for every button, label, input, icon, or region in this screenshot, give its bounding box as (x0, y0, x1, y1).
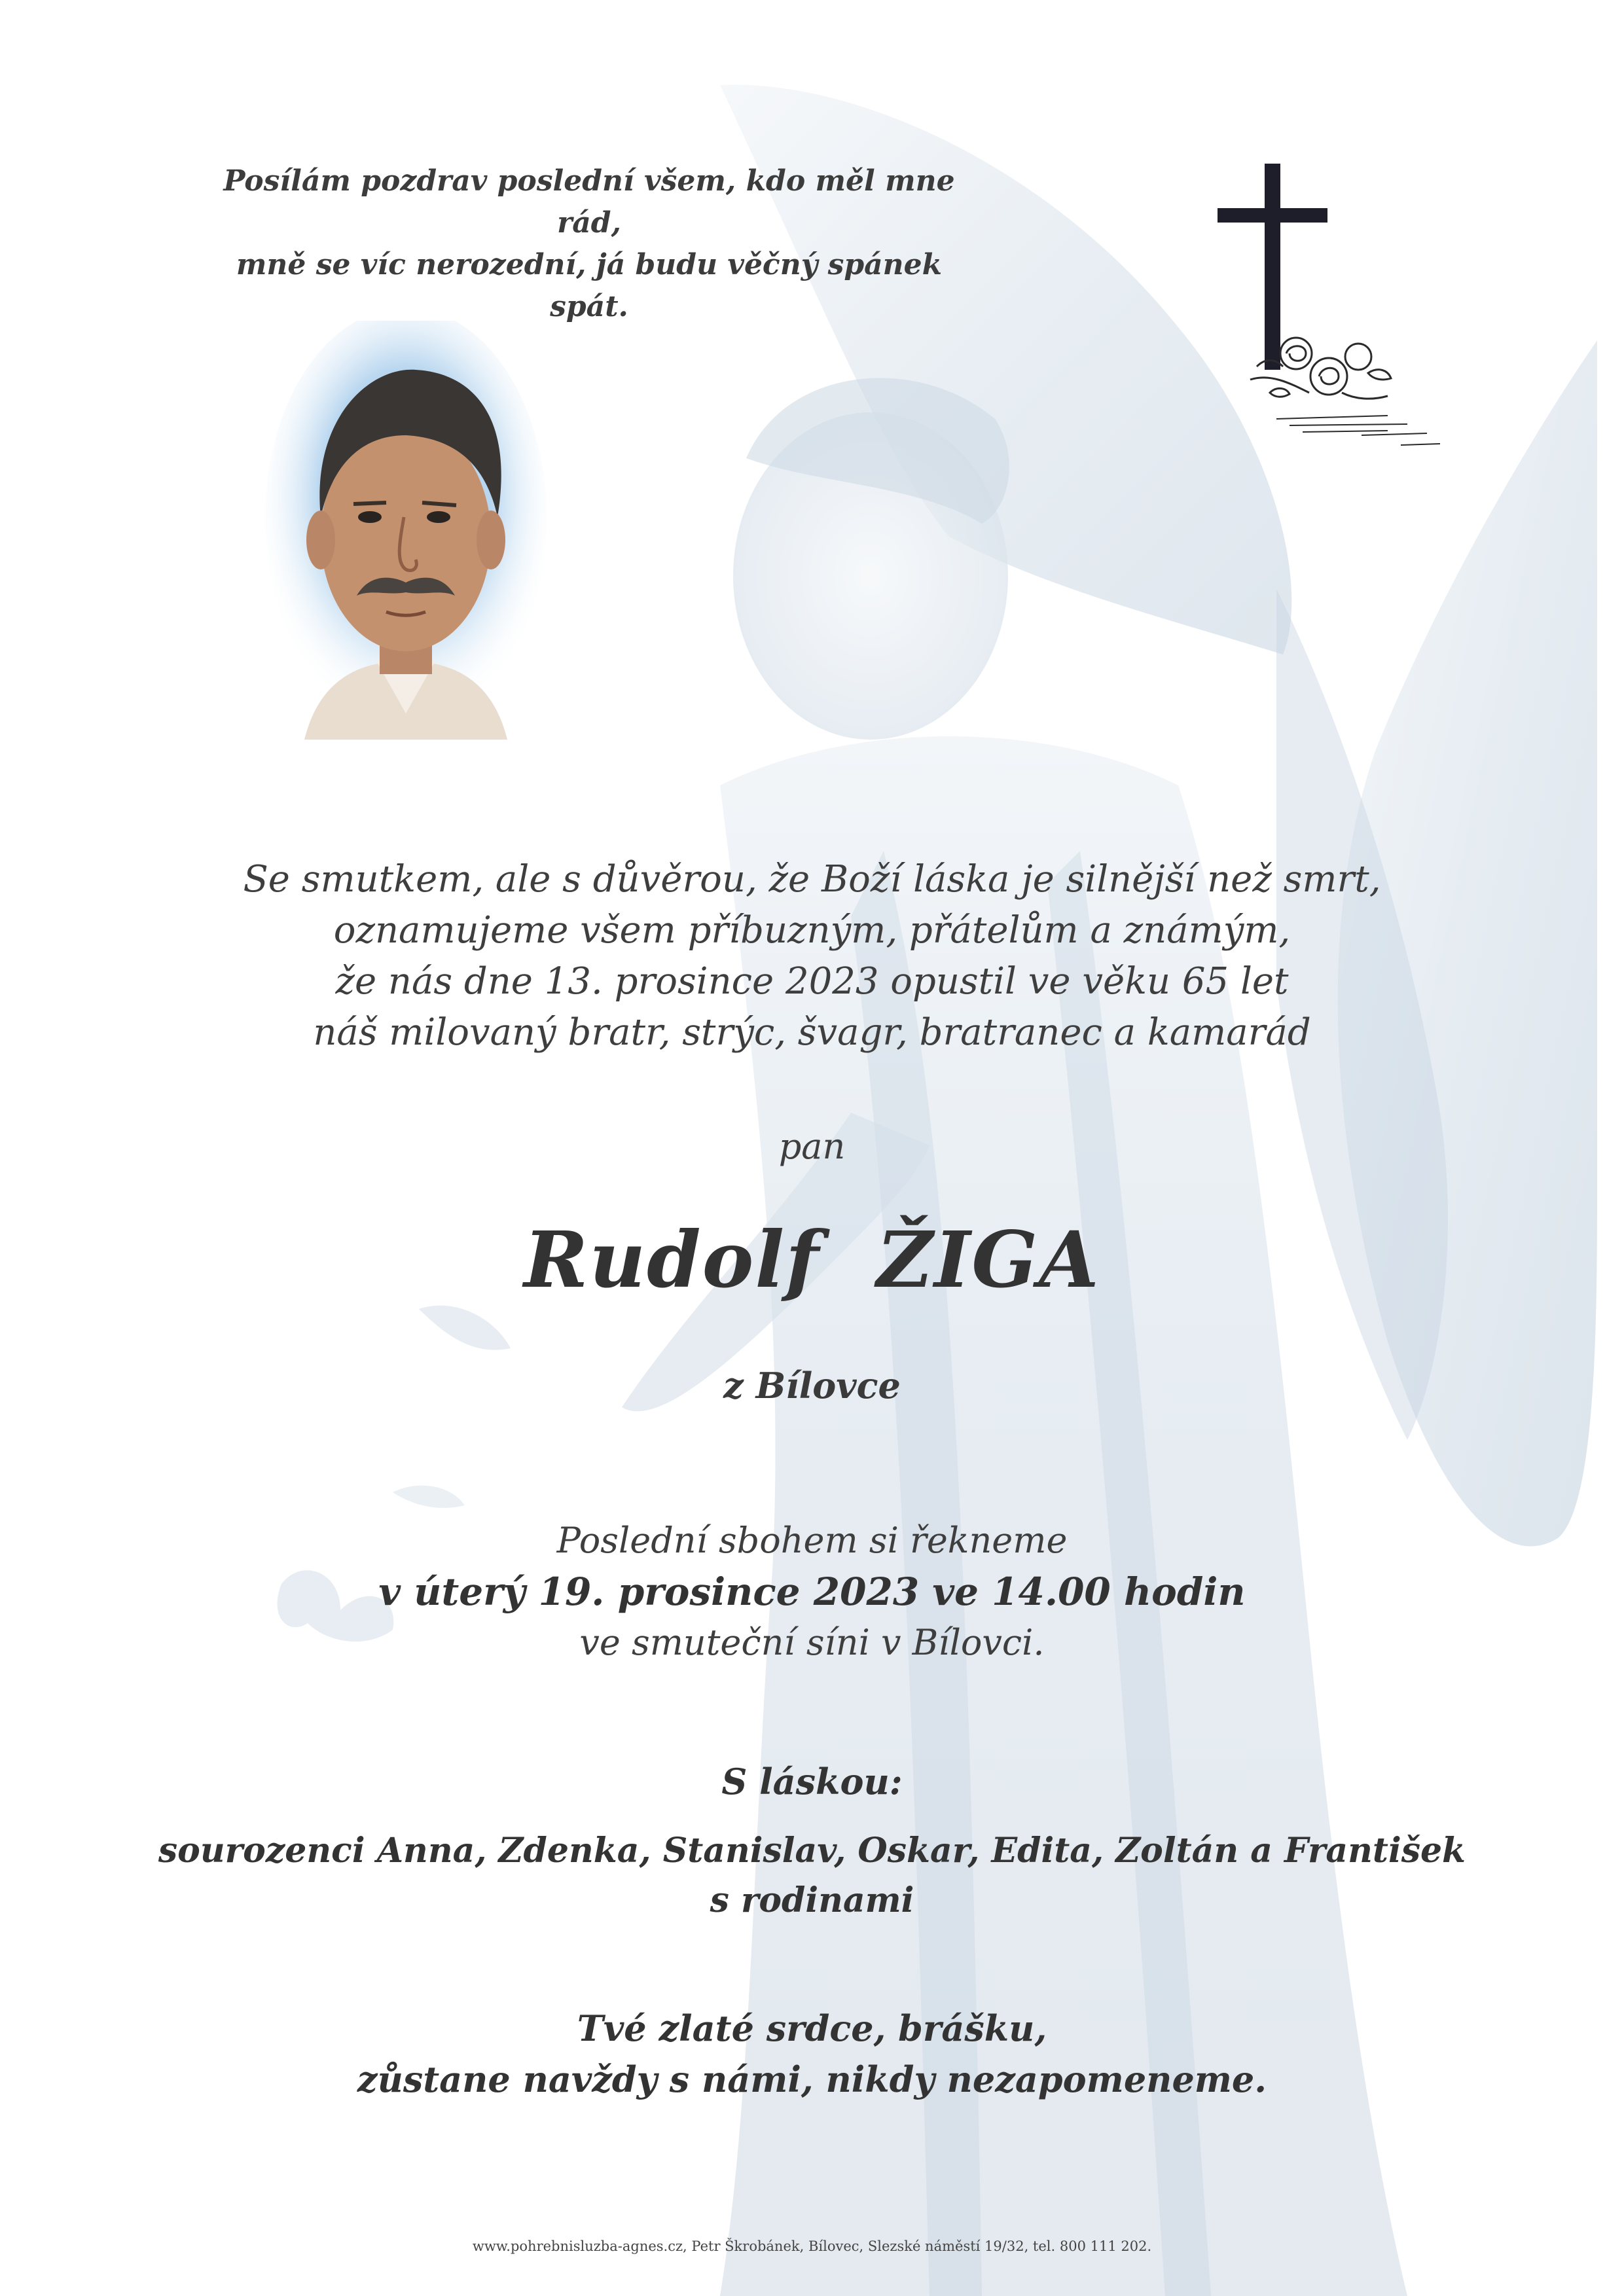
announcement-line-1: Se smutkem, ale s důvěrou, že Boží láska je silnější než smrt, (243, 858, 1381, 901)
motto-verse (196, 160, 982, 328)
funeral-service-footer: www.pohrebnisluzba-agnes.cz, Petr Škrobánek, Bílovec, Slezské náměstí 19/32, tel. 800 111 202. (472, 2238, 1152, 2254)
motto-line-2: mně se víc nerozední, já budu věčný spánek spát. (236, 248, 943, 323)
mourners-heading: S láskou: (721, 1761, 903, 1803)
portrait-photo (265, 321, 547, 753)
closing-line-2: zůstane navždy s námi, nikdy nezapomeneme. (357, 2058, 1267, 2100)
closing-verse (0, 2003, 1624, 2105)
mourners-line-1: sourozenci Anna, Zdenka, Stanislav, Oskar, Edita, Zoltán a František (158, 1831, 1466, 1871)
funeral-date-time: v úterý 19. prosince 2023 ve 14.00 hodin (378, 1570, 1246, 1614)
funeral-location: ve smuteční síni v Bílovci. (579, 1622, 1045, 1663)
announcement-text (0, 854, 1624, 1058)
motto-line-1: Posílám pozdrav poslední všem, kdo měl mne rád, (223, 164, 955, 240)
announcement-line-3: že nás dne 13. prosince 2023 opustil ve věku 65 let (335, 960, 1289, 1003)
announcement-line-4: náš milovaný bratr, strýc, švagr, bratranec a kamarád (313, 1011, 1311, 1054)
funeral-line-1: Poslední sbohem si řekneme (556, 1520, 1068, 1561)
funeral-details (0, 1515, 1624, 1668)
mourners-list (0, 1826, 1624, 1926)
latin-cross-with-roses-icon (1191, 157, 1466, 478)
honorific: pan (778, 1126, 846, 1167)
mourners-line-2: s rodinami (710, 1880, 914, 1920)
announcement-line-2: oznamujeme všem příbuzným, přátelům a známým, (333, 909, 1291, 952)
deceased-hometown: z Bílovce (723, 1365, 901, 1407)
closing-line-1: Tvé zlaté srdce, brášku, (577, 2007, 1047, 2049)
deceased-name: Rudolf ŽIGA (524, 1214, 1100, 1305)
